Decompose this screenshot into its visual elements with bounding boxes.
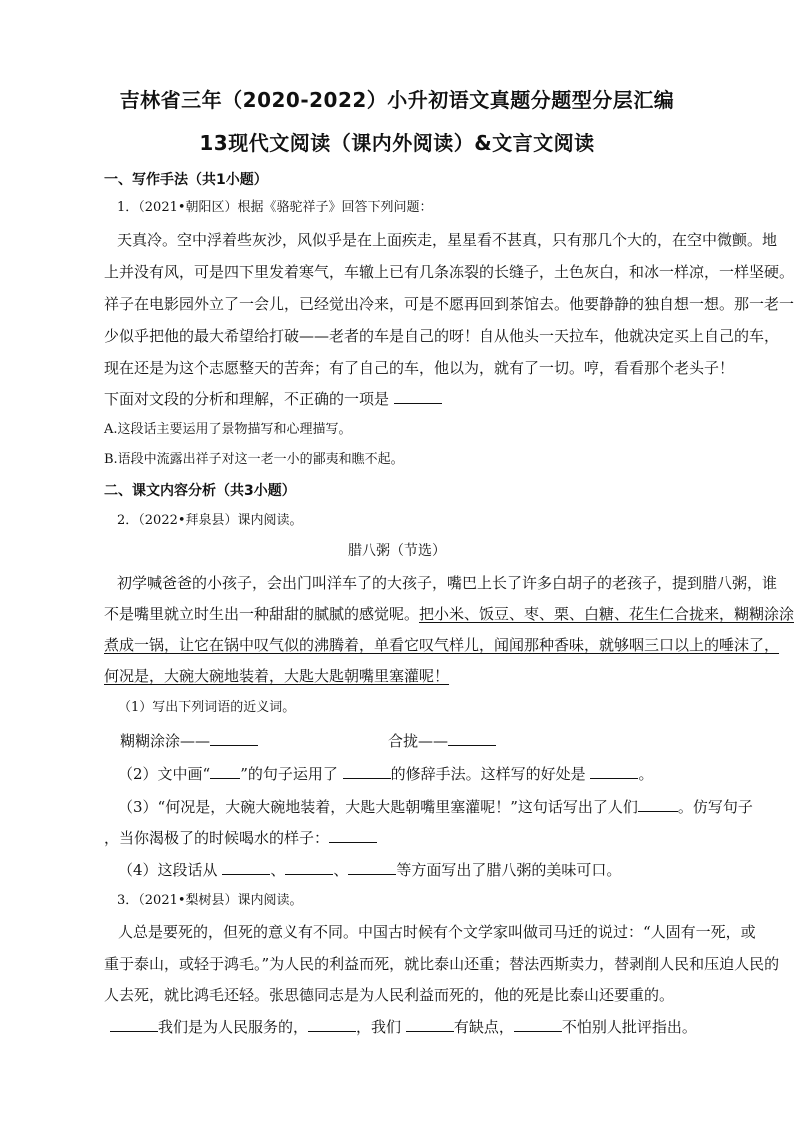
q1-passage-line: 天真冷。空中浮着些灰沙，风似乎是在上面疾走，星星看不甚真，只有那几个大的，在空中微颤。地 (117, 231, 778, 249)
q1-passage-line: 现在还是为这个志愿整天的苦奔；有了自己的车，他以为，就有了一切。哼，看看那个老头子！ (104, 359, 735, 377)
q2-sub2-text: 的修辞手法。这样写的好处是 (390, 765, 586, 783)
q2-text-title: 腊八粥（节选） (348, 543, 446, 559)
answer-blank[interactable] (406, 1017, 454, 1032)
q2-sub3-text: （3）“何况是，大碗大碗地装着，大匙大匙朝嘴里塞灌呢！”这句话写出了人们 (118, 798, 638, 816)
answer-blank[interactable] (210, 764, 240, 779)
answer-blank[interactable] (329, 828, 377, 843)
q2-sub4-sep: 、 (270, 861, 286, 879)
answer-blank[interactable] (394, 389, 442, 404)
answer-blank[interactable] (590, 764, 638, 779)
answer-blank[interactable] (110, 1017, 158, 1032)
q1-question (104, 389, 724, 409)
q2-underlined-sentence: 何况是，大碗大碗地装着，大匙大匙朝嘴里塞灌呢！ (104, 667, 450, 685)
answer-blank[interactable] (448, 731, 496, 746)
q2-passage-line: 初学喊爸爸的小孩子，会出门叫洋车了的大孩子，嘴巴上长了许多白胡子的老孩子，提到腊八粥，谁 (117, 574, 778, 592)
q2-sub1: （1）写出下列词语的近义词。 (118, 700, 296, 715)
answer-blank[interactable] (308, 1017, 356, 1032)
q3-passage-line: 重于泰山，或轻于鸿毛。”为人民的利益而死，就比泰山还重；替法西斯卖力，替剥削人民和压迫人民的 (104, 955, 780, 973)
q2-sub4-text: （4）这段话从 (118, 861, 218, 879)
q3-fill-text: 我们是为人民服务的， (158, 1018, 309, 1036)
q2-sub2-text: 。 (638, 765, 654, 783)
q2-passage-text: 不是嘴里就立时生出一种甜甜的腻腻的感觉呢。 (104, 605, 420, 623)
answer-blank[interactable] (348, 860, 396, 875)
q1-passage-line: 上并没有风，可是四下里发着寒气，车辙上已有几条冻裂的长缝子，土色灰白，和冰一样凉，一样坚硬。 (104, 263, 794, 281)
q1-source: 1．（2021•朝阳区）根据《骆驼祥子》回答下列问题： (117, 200, 433, 215)
q3-fill-text: 不怕别人批评指出。 (561, 1018, 697, 1036)
document-title-line1: 吉林省三年（2020-2022）小升初语文真题分题型分层汇编 (119, 88, 675, 112)
answer-blank[interactable] (343, 764, 391, 779)
answer-blank[interactable] (222, 860, 270, 875)
q1-passage-line: 祥子在电影园外立了一会儿，已经觉出冷来，可是不愿再回到茶馆去。他要静静的独自想一想。那一老一 (104, 295, 794, 313)
q2-sub3 (118, 797, 753, 817)
q1-passage-line: 少似乎把他的最大希望给打破——老者的车是自己的呀！自从他头一天拉车，他就决定买上自己的车， (104, 327, 780, 345)
answer-blank[interactable] (514, 1017, 562, 1032)
q2-sub3-cont (104, 828, 724, 848)
answer-blank[interactable] (285, 860, 333, 875)
document-title-line2: 13现代文阅读（课内外阅读）&文言文阅读 (199, 131, 595, 155)
answer-blank[interactable] (638, 797, 678, 812)
q1-option-a: A.这段话主要运用了景物描写和心理描写。 (104, 422, 352, 437)
q3-source: 3．（2021•梨树县）课内阅读。 (117, 893, 303, 908)
q2-word1: 糊糊涂涂—— (120, 732, 211, 750)
q2-sub2-text: （2）文中画“ (118, 765, 211, 783)
q1-option-b: B.语段中流露出祥子对这一老一小的鄙夷和瞧不起。 (104, 452, 404, 467)
q2-underlined-sentence: 煮成一锅，让它在锅中叹气似的沸腾着，单看它叹气样儿，闻闻那种香味，就够咽三口以上的唾沫了， (104, 636, 780, 654)
q2-word2-item (388, 731, 588, 751)
answer-blank[interactable] (210, 731, 258, 746)
q3-fill-text: ，我们 (356, 1018, 402, 1036)
q3-fill-line (110, 1017, 730, 1037)
q2-word1-item (120, 731, 320, 751)
q2-sub3-text: 。仿写句子 (677, 798, 753, 816)
q3-passage-line: 人去死，就比鸿毛还轻。张思德同志是为人民利益而死的，他的死是比泰山还要重的。 (104, 986, 675, 1004)
q2-sub2 (118, 764, 738, 784)
q2-sub3-text: ，当你渴极了的时候喝水的样子： (104, 829, 330, 847)
section1-heading: 一、写作手法（共1小题） (104, 172, 268, 188)
q2-sub4-text: 等方面写出了腊八粥的美味可口。 (396, 861, 622, 879)
q2-sub2-text: ”的句子运用了 (240, 765, 338, 783)
q2-sub4-sep: 、 (333, 861, 349, 879)
q2-passage-line (104, 604, 794, 624)
q2-sub4 (118, 860, 738, 880)
q1-question-text: 下面对文段的分析和理解，不正确的一项是 (104, 390, 390, 408)
q3-passage-line: 人总是要死的，但死的意义有不同。中国古时候有个文学家叫做司马迁的说过：“人固有一死，或 (118, 923, 756, 941)
q3-fill-text: 有缺点， (453, 1018, 514, 1036)
q2-source: 2．（2022•拜泉县）课内阅读。 (117, 513, 303, 528)
q2-word2: 合拢—— (388, 732, 449, 750)
q2-underlined-sentence: 把小米、饭豆、枣、栗、白糖、花生仁合拢来，糊糊涂涂 (419, 605, 794, 623)
section2-heading: 二、课文内容分析（共3小题） (104, 483, 296, 499)
